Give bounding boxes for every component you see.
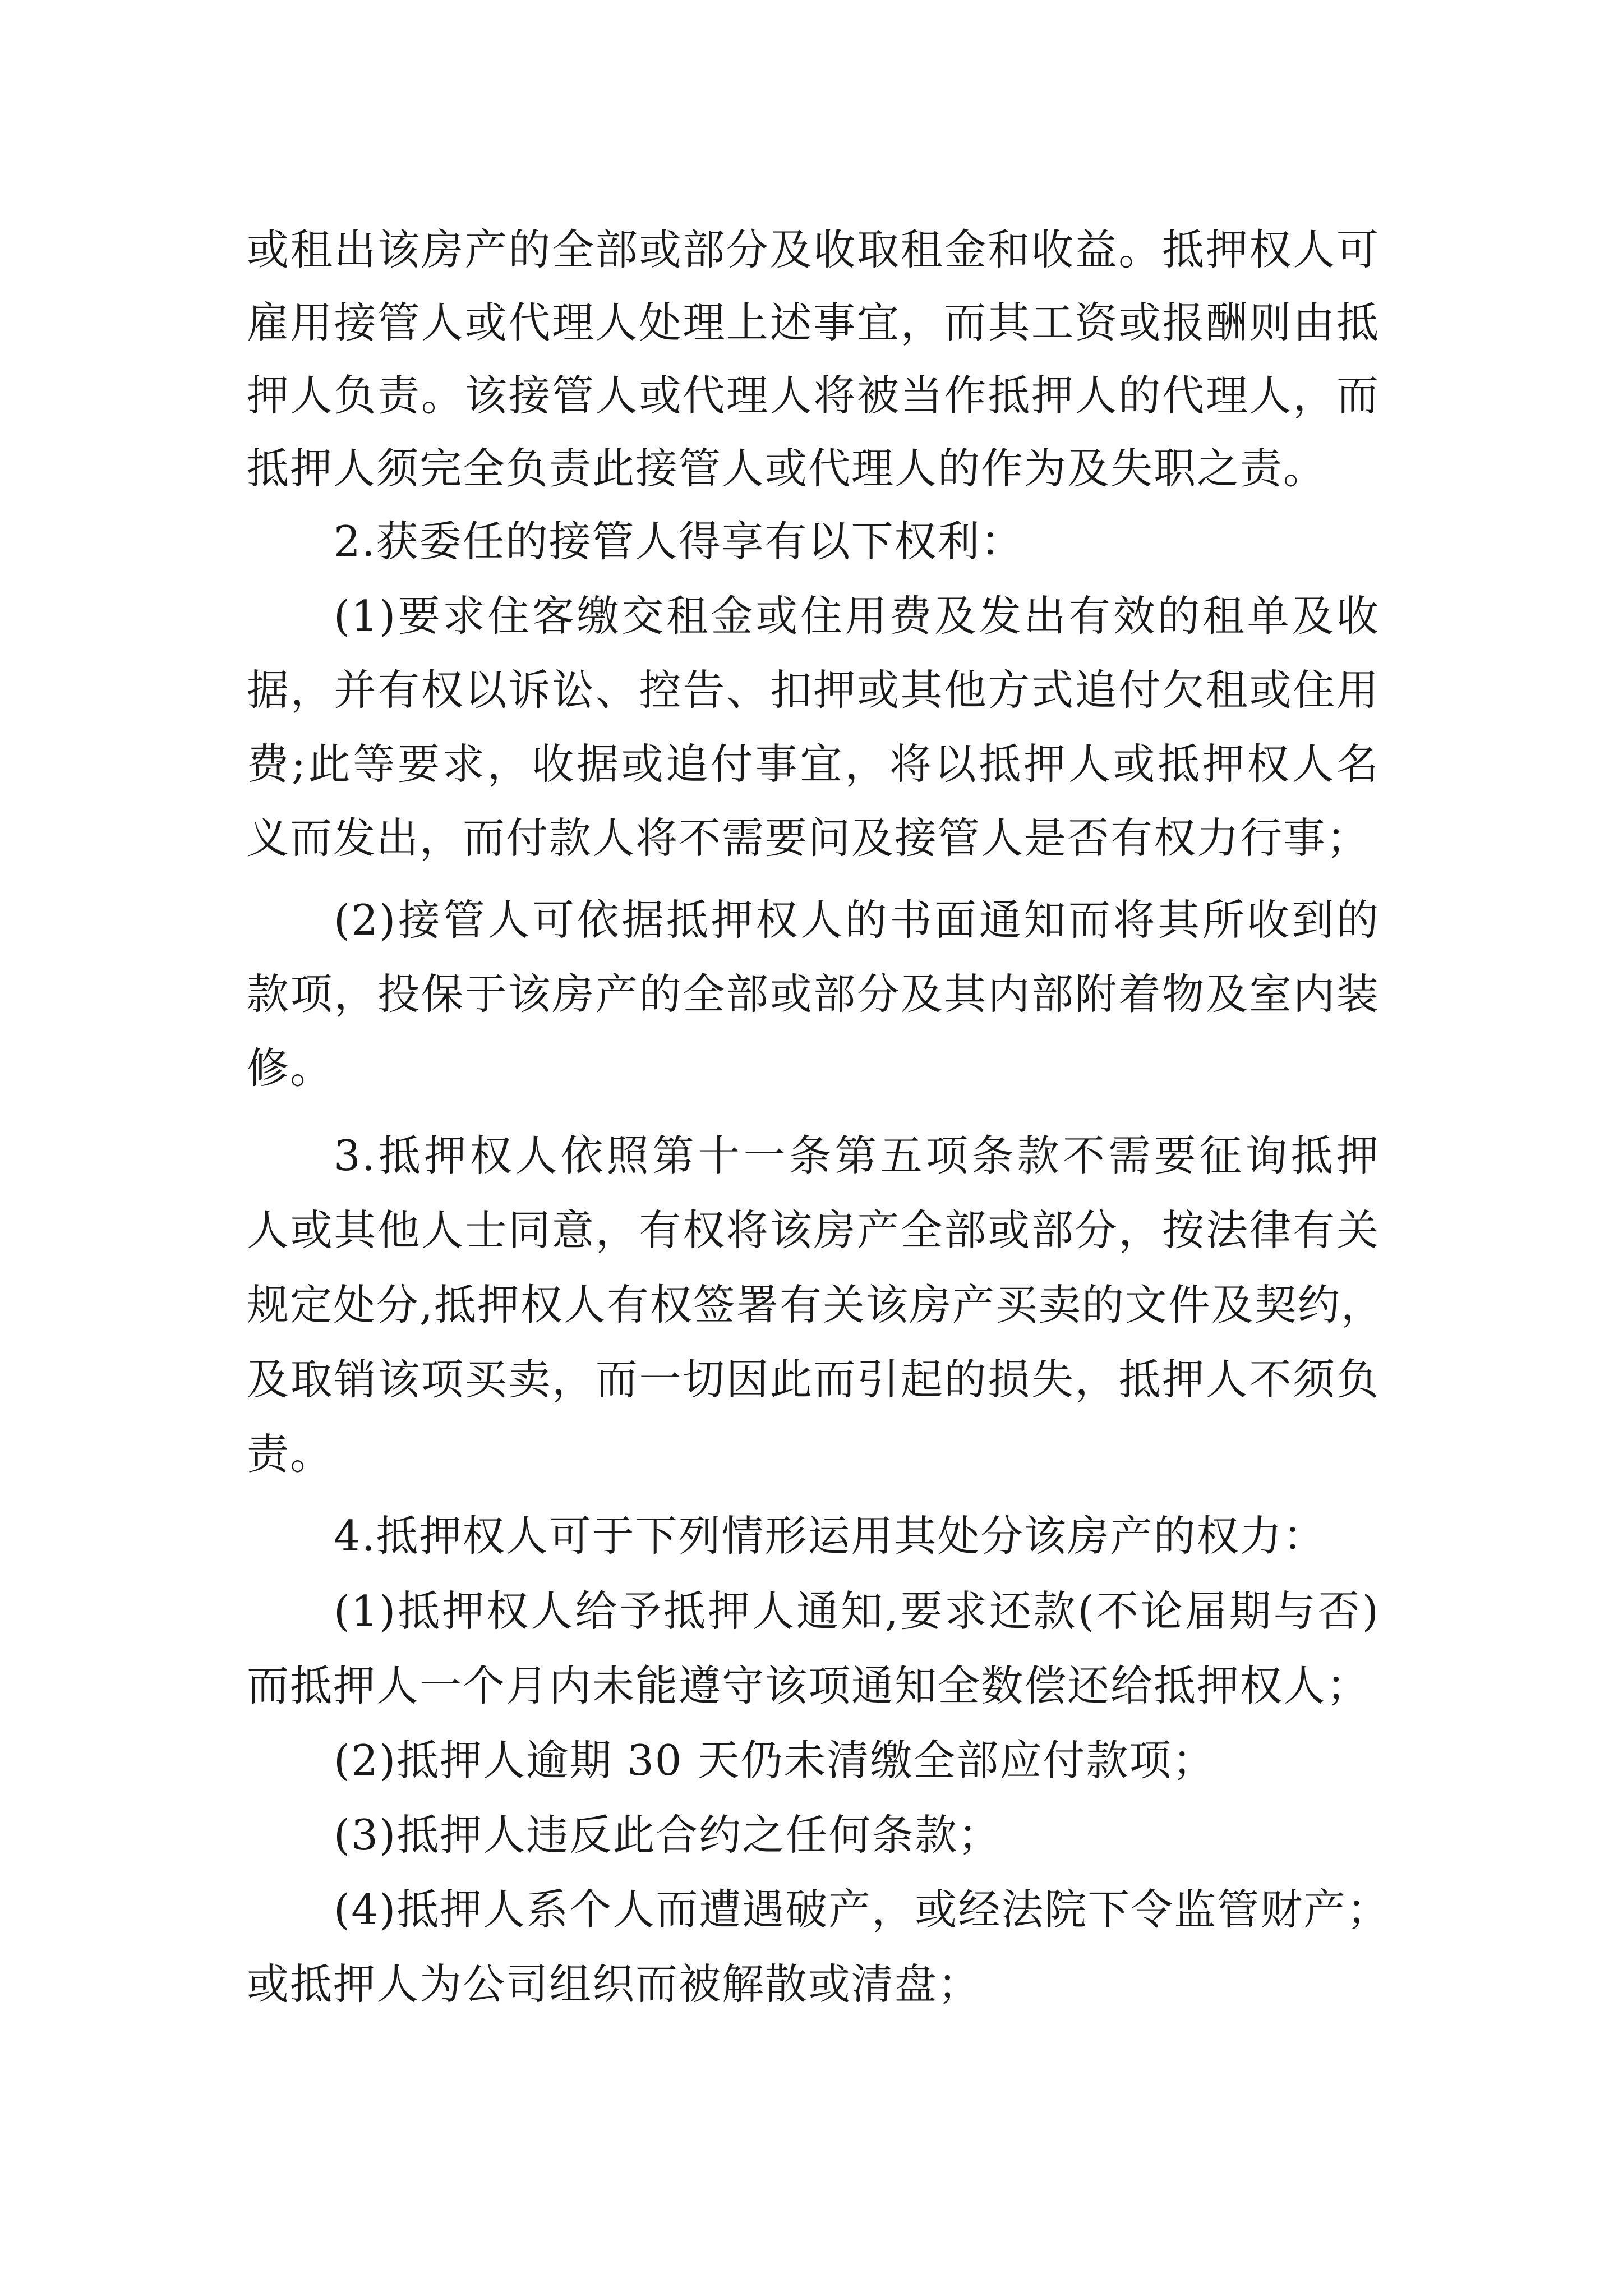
paragraph-line: 雇用接管人或代理人处理上述事宜，而其工资或报酬则由抵 — [247, 298, 1380, 347]
paragraph-line: (1)要求住客缴交租金或住用费及发出有效的租单及收 — [334, 591, 1380, 641]
paragraph-line: 抵押人须完全负责此接管人或代理人的作为及失职之责。 — [247, 444, 1327, 493]
section-heading: 2.获委任的接管人得享有以下权利： — [334, 517, 1024, 566]
paragraph-line: 或抵押人为公司组织而被解散或清盘； — [247, 1959, 981, 2009]
paragraph-line: (2)抵押人逾期 30 天仍未清缴全部应付款项； — [334, 1736, 1216, 1785]
paragraph-line: 3.抵押权人依照第十一条第五项条款不需要征询抵押 — [334, 1131, 1380, 1180]
paragraph-line: 义而发出，而付款人将不需要问及接管人是否有权力行事； — [247, 813, 1370, 863]
paragraph-line: 费;此等要求，收据或追付事宜，将以抵押人或抵押权人名 — [247, 739, 1380, 789]
paragraph-line: 而抵押人一个月内未能遵守该项通知全数偿还给抵押权人； — [247, 1661, 1370, 1710]
paragraph-line: (4)抵押人系个人而遭遇破产，或经法院下令监管财产； — [334, 1885, 1390, 1934]
paragraph-line: 或租出该房产的全部或部分及收取租金和收益。抵押权人可 — [247, 225, 1380, 274]
paragraph-line: 款项，投保于该房产的全部或部分及其内部附着物及室内装 — [247, 969, 1380, 1019]
paragraph-line: 及取销该项买卖，而一切因此而引起的损失，抵押人不须负 — [247, 1355, 1380, 1404]
paragraph-line: 责。 — [247, 1429, 334, 1479]
paragraph-line: (1)抵押权人给予抵押人通知,要求还款(不论届期与否) — [334, 1586, 1380, 1636]
paragraph-line: 人或其他人士同意，有权将该房产全部或部分，按法律有关 — [247, 1205, 1380, 1255]
paragraph-line: 规定处分,抵押权人有权签署有关该房产买卖的文件及契约， — [247, 1280, 1384, 1329]
paragraph-line: (3)抵押人违反此合约之任何条款； — [334, 1810, 1002, 1860]
paragraph-line: (2)接管人可依据抵押权人的书面通知而将其所收到的 — [334, 895, 1380, 945]
paragraph-line: 押人负责。该接管人或代理人将被当作抵押人的代理人，而 — [247, 371, 1380, 420]
section-heading: 4.抵押权人可于下列情形运用其处分该房产的权力： — [334, 1511, 1326, 1561]
paragraph-line: 据，并有权以诉讼、控告、扣押或其他方式追付欠租或住用 — [247, 665, 1380, 715]
paragraph-line: 修。 — [247, 1043, 334, 1093]
